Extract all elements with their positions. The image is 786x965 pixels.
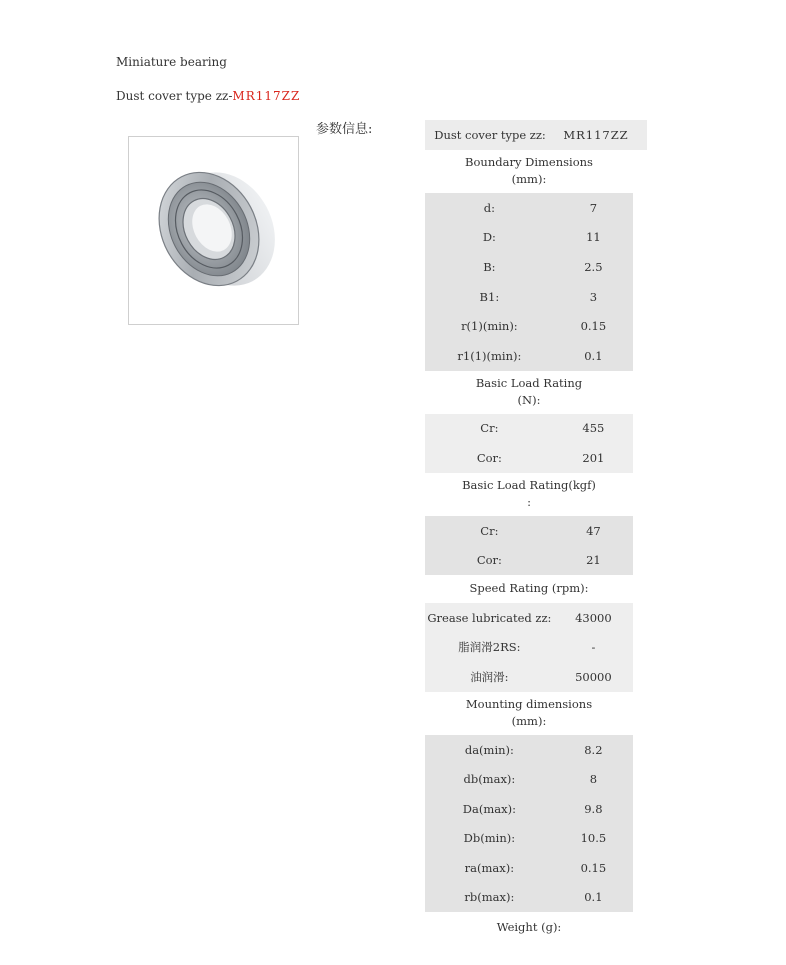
row-label: 脂润滑2RS: <box>458 640 521 655</box>
section-title-line: Mounting dimensions <box>465 696 593 711</box>
section-title-unit: (mm): <box>511 713 547 728</box>
table-row <box>425 603 633 633</box>
row-label: Cr: <box>480 421 499 436</box>
table-row <box>425 883 633 913</box>
header-label: Dust cover type zz: <box>434 128 546 142</box>
row-label: Cr: <box>480 523 499 538</box>
row-value: 8.2 <box>584 742 603 757</box>
table-row <box>425 662 633 692</box>
row-value: 8 <box>589 772 598 787</box>
section-title-unit: (N): <box>517 392 541 407</box>
row-label: Db(min): <box>463 831 516 846</box>
table-row <box>425 341 633 371</box>
row-label: Cor: <box>476 450 502 465</box>
table-row <box>425 282 633 312</box>
section-title-line: Speed Rating (rpm): <box>469 580 589 595</box>
row-value: 3 <box>589 289 598 304</box>
category-title: Miniature bearing <box>116 55 227 69</box>
row-value: 21 <box>586 553 601 568</box>
load-kgf-section-title <box>425 473 633 516</box>
table-row <box>425 633 633 663</box>
row-value: - <box>591 640 596 655</box>
row-label: rb(max): <box>464 890 515 905</box>
table-row <box>425 764 633 794</box>
row-label: db(max): <box>463 772 516 787</box>
boundary-section-title <box>425 150 633 193</box>
row-label: r1(1)(min): <box>457 348 522 363</box>
table-row <box>425 516 633 546</box>
table-row <box>425 414 633 444</box>
params-label: 参数信息: <box>316 122 373 137</box>
table-row <box>425 223 633 253</box>
section-title-unit: (mm): <box>511 172 547 186</box>
row-label: B1: <box>479 289 500 304</box>
row-value: 9.8 <box>584 801 603 816</box>
row-label: r(1)(min): <box>461 319 518 334</box>
row-value: 11 <box>586 230 601 245</box>
table-row <box>425 853 633 883</box>
speed-section-title <box>425 575 633 603</box>
table-row <box>425 193 633 223</box>
row-label: Grease lubricated zz: <box>427 610 552 625</box>
row-label: B: <box>483 259 496 274</box>
table-row <box>425 443 633 473</box>
table-row <box>425 252 633 282</box>
row-value: 0.1 <box>584 890 603 905</box>
row-value: 0.15 <box>580 319 607 334</box>
ball-bearing-photo-icon <box>129 137 298 324</box>
row-value: 2.5 <box>584 259 603 274</box>
table-row <box>425 735 633 765</box>
table-row <box>425 824 633 854</box>
section-title-line: Basic Load Rating <box>475 375 583 390</box>
row-label: da(min): <box>464 742 514 757</box>
row-label: ra(max): <box>464 860 515 875</box>
model-breadcrumb <box>116 89 300 103</box>
section-title-line: Basic Load Rating(kgf) <box>462 477 596 492</box>
row-label: D: <box>482 230 496 245</box>
weight-label: Weight (g): <box>496 920 562 935</box>
row-value: 201 <box>582 450 605 465</box>
row-value: 0.15 <box>580 860 607 875</box>
model-link[interactable]: MR117ZZ <box>232 89 301 103</box>
table-row <box>425 794 633 824</box>
section-title-unit: : <box>527 494 531 509</box>
row-value: 7 <box>589 200 598 215</box>
row-value: 50000 <box>575 669 612 684</box>
header-value: MR117ZZ <box>563 128 629 142</box>
row-value: 10.5 <box>580 831 607 846</box>
row-value: 455 <box>582 421 605 436</box>
product-image-frame <box>128 136 299 325</box>
row-value: 0.1 <box>584 348 603 363</box>
table-row <box>425 311 633 341</box>
row-label: d: <box>483 200 495 215</box>
section-title-line: Boundary Dimensions <box>465 155 593 169</box>
load-n-section-title <box>425 371 633 414</box>
row-value: 47 <box>586 523 601 538</box>
row-label: Da(max): <box>462 801 516 816</box>
table-header-row <box>425 120 647 150</box>
row-label: Cor: <box>476 553 502 568</box>
mounting-section-title <box>425 692 633 735</box>
spec-table <box>425 120 647 934</box>
row-value: 43000 <box>575 610 612 625</box>
subtype-prefix: Dust cover type zz- <box>116 89 233 103</box>
row-label: 油润滑: <box>470 669 509 684</box>
table-row <box>425 545 633 575</box>
